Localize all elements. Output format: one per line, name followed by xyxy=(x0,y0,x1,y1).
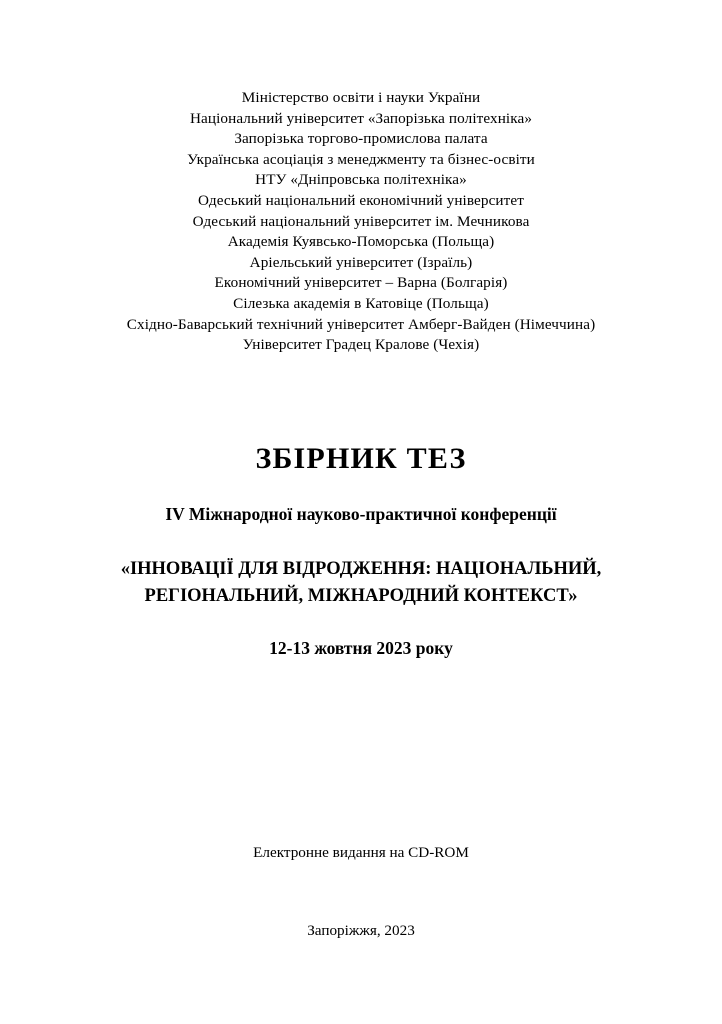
organizer-line: Університет Градец Кралове (Чехія) xyxy=(242,336,480,354)
page-title: ЗБІРНИК ТЕЗ xyxy=(255,441,467,475)
organizer-line: Одеський національний університет ім. Мечникова xyxy=(192,212,530,230)
edition-note: Електронне видання на CD-ROM xyxy=(253,843,469,861)
place-and-year: Запоріжжя, 2023 xyxy=(307,921,415,939)
organizer-line: Східно-Баварський технічний університет Амберг-Вайден (Німеччина) xyxy=(126,315,596,333)
conference-name: «ІННОВАЦІЇ ДЛЯ ВІДРОДЖЕННЯ: НАЦІОНАЛЬНИЙ, РЕГІОНАЛЬНИЙ, МІЖНАРОДНИЙ КОНТЕКСТ» xyxy=(120,558,602,606)
organizer-line: Українська асоціація з менеджменту та бізнес-освіти xyxy=(187,150,535,168)
organizer-line: Економічний університет – Варна (Болгарія) xyxy=(214,274,508,292)
organizer-line: Запорізька торгово-промислова палата xyxy=(234,130,488,148)
organizer-line: Одеський національний економічний університет xyxy=(198,191,524,209)
organizer-line: Міністерство освіти і науки України xyxy=(241,89,481,106)
organizer-line: Національний університет «Запорізька політехніка» xyxy=(189,109,533,127)
conference-dates: 12-13 жовтня 2023 року xyxy=(269,637,453,658)
organizer-line: Сілезька академія в Катовіце (Польща) xyxy=(233,294,489,312)
organizer-line: НТУ «Дніпровська політехніка» xyxy=(255,171,467,189)
page-subtitle: IV Міжнародної науково-практичної конференції xyxy=(165,503,557,524)
organizer-line: Аріельський університет (Ізраїль) xyxy=(249,253,473,271)
organizer-line: Академія Куявсько-Поморська (Польща) xyxy=(227,233,495,251)
title-block xyxy=(40,442,682,659)
organizers-block xyxy=(40,88,682,356)
